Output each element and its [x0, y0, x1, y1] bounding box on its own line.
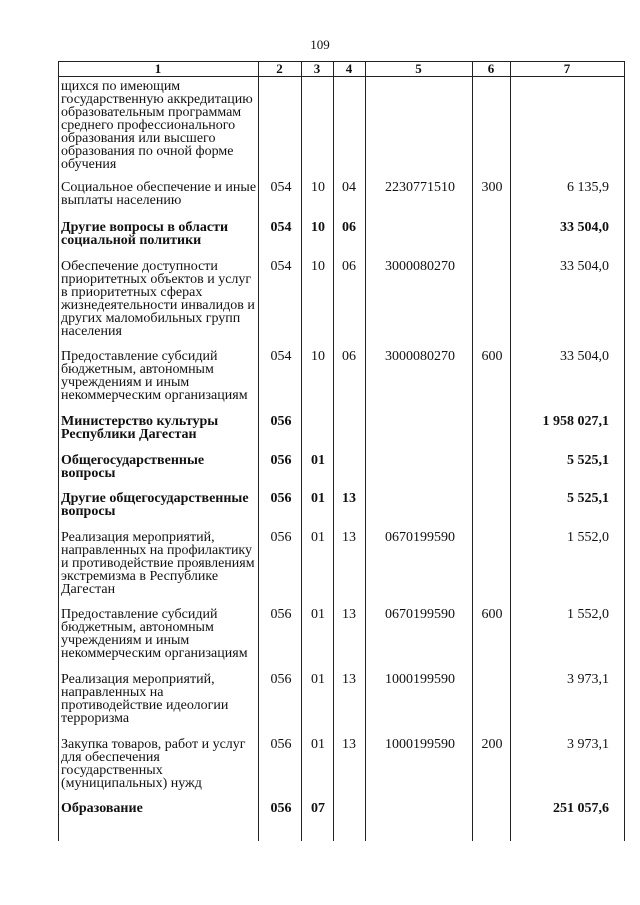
header-col-4: 4 [345, 61, 353, 76]
row-name: Другие вопросы в области социальной политики [61, 220, 229, 248]
row-name: щихся по имеющим государственную аккредитацию образовательным программам среднего профессионального образования или высшего образования по очной форме обучения [61, 79, 253, 172]
row-section-code: 07 [311, 801, 325, 816]
row-amount: 1 552,0 [567, 530, 609, 545]
row-subsection-code: 13 [342, 672, 356, 687]
header-col-2: 2 [276, 61, 283, 76]
header-col-3: 3 [313, 61, 321, 76]
row-name: Обеспечение доступности приоритетных объектов и услуг в приоритетных сферах жизнедеятельности инвалидов и других маломобильных групп населения [61, 259, 255, 339]
header-bottom-rule [58, 76, 625, 77]
row-amount: 33 504,0 [560, 259, 609, 274]
row-name: Предоставление субсидий бюджетным, автономным учреждениям и иным некоммерческим организациям [61, 607, 248, 661]
row-ministry-code: 054 [270, 220, 292, 235]
row-target-code: 1000199590 [385, 737, 455, 752]
row-name: Социальное обеспечение и иные выплаты населению [61, 180, 257, 208]
row-subsection-code: 06 [342, 220, 356, 235]
row-amount: 1 958 027,1 [542, 414, 609, 429]
row-amount: 5 525,1 [567, 453, 609, 468]
row-target-code: 3000080270 [385, 259, 455, 274]
row-amount: 3 973,1 [567, 672, 609, 687]
col-divider [472, 61, 473, 841]
row-name: Другие общегосударственные вопросы [61, 491, 249, 519]
row-section-code: 01 [311, 672, 325, 687]
row-ministry-code: 056 [270, 737, 292, 752]
row-name: Закупка товаров, работ и услуг для обеспечения государственных (муниципальных) нужд [61, 737, 246, 791]
row-section-code: 10 [311, 349, 325, 364]
row-subsection-code: 13 [342, 607, 356, 622]
header-col-1: 1 [154, 61, 162, 76]
row-ministry-code: 056 [270, 672, 292, 687]
col-divider [624, 61, 625, 841]
row-amount: 5 525,1 [567, 491, 609, 506]
row-name: Образование [61, 801, 143, 816]
row-ministry-code: 056 [270, 530, 292, 545]
row-name: Предоставление субсидий бюджетным, автономным учреждениям и иным некоммерческим организациям [61, 349, 248, 403]
row-amount: 33 504,0 [560, 220, 609, 235]
row-name: Реализация мероприятий, направленных на профилактику и противодействие проявлениям экстремизма в Республике Дагестан [61, 530, 255, 597]
row-section-code: 01 [311, 607, 325, 622]
row-amount: 1 552,0 [567, 607, 609, 622]
row-ministry-code: 056 [270, 801, 292, 816]
row-target-code: 0670199590 [385, 607, 455, 622]
row-section-code: 01 [311, 530, 325, 545]
row-subsection-code: 06 [342, 349, 356, 364]
row-name: Общегосударственные вопросы [61, 453, 205, 481]
row-expense-type: 200 [481, 737, 503, 752]
row-ministry-code: 056 [270, 453, 292, 468]
page-number: 109 [310, 37, 330, 52]
row-ministry-code: 054 [270, 259, 292, 274]
row-section-code: 01 [311, 453, 325, 468]
row-amount: 251 057,6 [553, 801, 609, 816]
row-name: Министерство культуры Республики Дагестан [61, 414, 219, 442]
row-expense-type: 300 [481, 180, 503, 195]
row-section-code: 01 [311, 737, 325, 752]
row-ministry-code: 056 [270, 414, 292, 429]
header-col-7: 7 [563, 61, 571, 76]
row-target-code: 2230771510 [385, 180, 455, 195]
row-ministry-code: 056 [270, 607, 292, 622]
col-divider [58, 61, 59, 841]
row-target-code: 0670199590 [385, 530, 455, 545]
col-divider [301, 61, 302, 841]
row-ministry-code: 054 [270, 349, 292, 364]
header-col-5: 5 [415, 61, 422, 76]
row-section-code: 10 [311, 220, 325, 235]
row-target-code: 1000199590 [385, 672, 455, 687]
col-divider [510, 61, 511, 841]
col-divider [333, 61, 334, 841]
row-amount: 3 973,1 [567, 737, 609, 752]
row-amount: 33 504,0 [560, 349, 609, 364]
row-expense-type: 600 [481, 607, 503, 622]
header-col-6: 6 [487, 61, 495, 76]
row-subsection-code: 13 [342, 737, 356, 752]
row-section-code: 01 [311, 491, 325, 506]
row-subsection-code: 13 [342, 491, 356, 506]
row-name: Реализация мероприятий, направленных на противодействие идеологии терроризма [61, 672, 229, 726]
col-divider [365, 61, 366, 841]
row-subsection-code: 04 [342, 180, 356, 195]
row-expense-type: 600 [481, 349, 503, 364]
row-amount: 6 135,9 [567, 180, 609, 195]
row-section-code: 10 [311, 180, 325, 195]
row-ministry-code: 056 [270, 491, 292, 506]
row-subsection-code: 13 [342, 530, 356, 545]
row-section-code: 10 [311, 259, 325, 274]
row-subsection-code: 06 [342, 259, 356, 274]
row-ministry-code: 054 [270, 180, 292, 195]
row-target-code: 3000080270 [385, 349, 455, 364]
